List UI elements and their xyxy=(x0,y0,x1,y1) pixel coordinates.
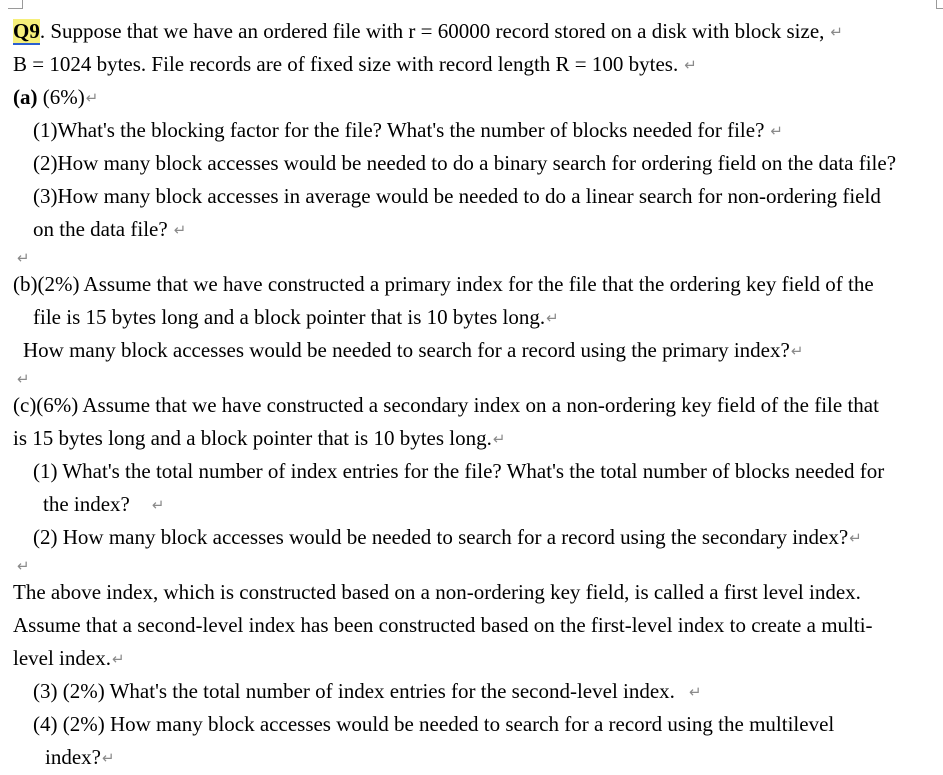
doc-line-21-text: level index. xyxy=(13,646,111,670)
doc-line-4-text: (1)What's the blocking factor for the file? What's the number of blocks needed for file? xyxy=(33,118,765,142)
doc-line-23 xyxy=(33,712,834,738)
paragraph-mark-icon: ↵ xyxy=(688,683,702,701)
question-number: Q9 xyxy=(13,19,40,43)
doc-line-22-text: (3) (2%) What's the total number of index entries for the second-level index. xyxy=(33,679,675,703)
doc-line-9 xyxy=(13,272,874,298)
doc-line-17 xyxy=(33,525,862,551)
paragraph-mark-icon: ↵ xyxy=(492,430,506,448)
doc-line-4 xyxy=(33,118,783,144)
paragraph-mark-icon: ↵ xyxy=(17,370,30,388)
doc-line-3 xyxy=(13,85,98,111)
doc-line-13-text: (c)(6%) Assume that we have constructed a secondary index on a non-ordering key field of the file that xyxy=(13,393,879,417)
doc-line-17-text: (2) How many block accesses would be needed to search for a record using the secondary index? xyxy=(33,525,849,549)
doc-line-21 xyxy=(13,646,125,672)
paragraph-mark-icon: ↵ xyxy=(770,122,783,140)
doc-line-15-text: (1) What's the total number of index entries for the file? What's the total number of blocks needed for xyxy=(33,459,885,483)
doc-line-16-text: the index? xyxy=(43,492,130,516)
doc-line-5-text: (2)How many block accesses would be needed to do a binary search for ordering field on the data file? xyxy=(33,151,897,175)
paragraph-mark-icon: ↵ xyxy=(17,249,30,267)
doc-line-6 xyxy=(33,184,881,210)
part-a-weight: (6%) xyxy=(42,85,85,109)
doc-line-19 xyxy=(13,580,861,606)
page-corner-mark-top-right xyxy=(936,0,943,9)
doc-line-15 xyxy=(33,459,884,485)
paragraph-mark-icon: ↵ xyxy=(111,650,125,668)
doc-line-1 xyxy=(13,19,843,45)
paragraph-mark-icon: ↵ xyxy=(151,496,165,514)
doc-line-7 xyxy=(33,217,186,243)
doc-line-20-text: Assume that a second-level index has been constructed based on the first-level index to create a multi- xyxy=(13,613,873,637)
paragraph-mark-icon: ↵ xyxy=(101,749,115,767)
doc-line-16 xyxy=(43,492,164,518)
doc-line-22 xyxy=(33,679,702,705)
doc-line-10-text: file is 15 bytes long and a block pointer that is 10 bytes long. xyxy=(33,305,546,329)
empty-paragraph-3 xyxy=(17,553,30,579)
doc-line-1-text: . Suppose that we have an ordered file with r = 60000 record stored on a disk with block size, xyxy=(39,19,825,43)
paragraph-mark-icon: ↵ xyxy=(85,89,99,107)
doc-line-7-text: on the data file? xyxy=(33,217,168,241)
doc-line-14-text: is 15 bytes long and a block pointer that is 10 bytes long. xyxy=(13,426,492,450)
paragraph-mark-icon: ↵ xyxy=(17,557,30,575)
paragraph-mark-icon: ↵ xyxy=(684,56,697,74)
page-corner-mark-top-left xyxy=(8,0,23,9)
doc-line-5 xyxy=(33,151,896,177)
doc-line-14 xyxy=(13,426,505,452)
part-a-label: (a) xyxy=(13,85,38,109)
doc-line-19-text: The above index, which is constructed based on a non-ordering key field, is called a first level index. xyxy=(13,580,861,604)
doc-line-2 xyxy=(13,52,697,78)
doc-line-6-text: (3)How many block accesses in average would be needed to do a linear search for non-ordering field xyxy=(33,184,881,208)
paragraph-mark-icon: ↵ xyxy=(849,529,862,547)
doc-line-11 xyxy=(23,338,803,364)
doc-line-20 xyxy=(13,613,873,639)
doc-line-24 xyxy=(45,745,115,771)
paragraph-mark-icon: ↵ xyxy=(790,342,804,360)
doc-line-2-text: B = 1024 bytes. File records are of fixed size with record length R = 100 bytes. xyxy=(13,52,679,76)
empty-paragraph-2 xyxy=(17,366,30,392)
paragraph-mark-icon: ↵ xyxy=(173,221,187,239)
doc-line-23-text: (4) (2%) How many block accesses would be needed to search for a record using the multilevel xyxy=(33,712,835,736)
doc-line-9-text: (b)(2%) Assume that we have constructed a primary index for the file that the ordering key field of the xyxy=(13,272,874,296)
doc-line-11-text: How many block accesses would be needed to search for a record using the primary index? xyxy=(23,338,790,362)
paragraph-mark-icon: ↵ xyxy=(546,309,559,327)
doc-line-10 xyxy=(33,305,559,331)
paragraph-mark-icon: ↵ xyxy=(830,23,843,41)
empty-paragraph-1 xyxy=(17,245,30,271)
doc-line-24-text: index? xyxy=(45,745,101,769)
doc-line-13 xyxy=(13,393,879,419)
